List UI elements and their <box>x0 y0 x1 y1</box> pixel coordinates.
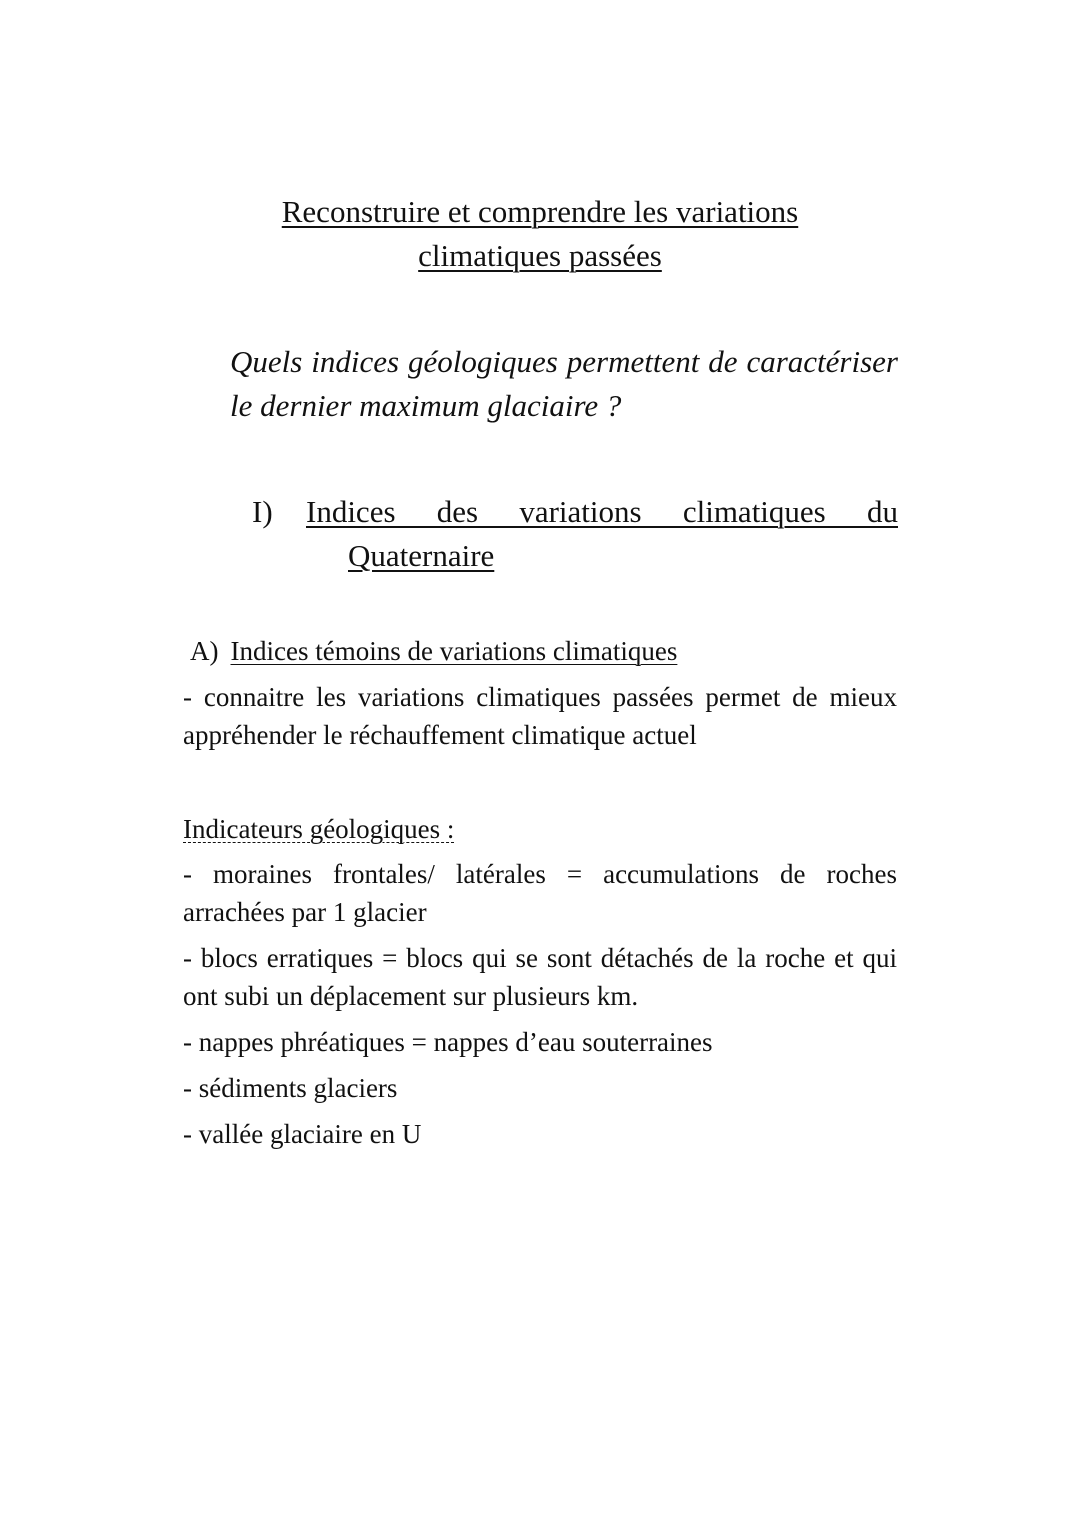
section-title-line-1: Indices des variations climatiques du <box>306 494 898 529</box>
guiding-question: Quels indices géologiques permettent de caractériser le dernier maximum glaciaire ? <box>230 344 898 423</box>
page-title <box>0 190 1080 278</box>
list-item: - vallée glaciaire en U <box>183 1119 422 1149</box>
subsection-title: Indices témoins de variations climatiques <box>230 636 678 666</box>
list-item: - sédiments glaciers <box>183 1073 398 1103</box>
list-item: - blocs erratiques = blocs qui se sont détachés de la roche et qui ont subi un déplacement sur plusieurs km. <box>183 943 897 1011</box>
indicators-heading: Indicateurs géologiques : <box>183 814 455 844</box>
page-title-line-1: Reconstruire et comprendre les variations <box>281 194 799 229</box>
intro-paragraph: - connaitre les variations climatiques passées permet de mieux appréhender le réchauffement climatique actuel <box>183 682 897 750</box>
list-item: - moraines frontales/ latérales = accumulations de roches arrachées par 1 glacier <box>183 859 897 927</box>
section-title-line-2: Quaternaire <box>348 538 495 573</box>
subsection-number: A) <box>190 636 219 666</box>
section-number: I) <box>252 494 273 529</box>
list-item: - nappes phréatiques = nappes d’eau souterraines <box>183 1027 713 1057</box>
subsection-heading <box>190 632 677 670</box>
page-title-line-2: climatiques passées <box>418 238 662 273</box>
indicators-list <box>183 855 897 1161</box>
